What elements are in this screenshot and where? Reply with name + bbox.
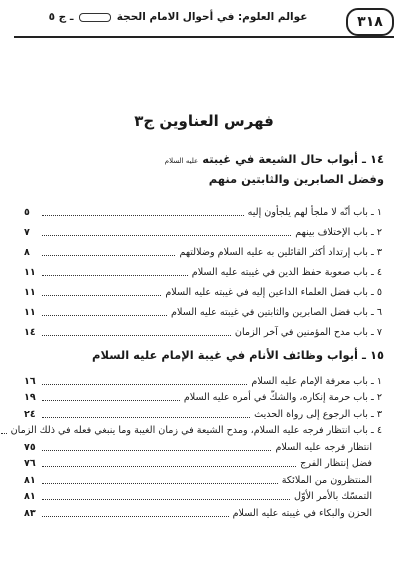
toc-entry-title: المنتظرون من الملائكة [281,474,372,486]
toc-entry-title: ٤ ـ باب صعوبة حفظ الدين في غيبته عليه السلام [191,267,382,278]
toc-entry-title: ١ ـ باب معرفة الإمام عليه السلام [251,375,382,387]
toc-entry-page: ٧٦ [24,458,36,469]
toc-entry [10,420,382,437]
toc-entry [24,278,382,298]
section-14-heading [24,152,384,186]
section-14-title: ١٤ ـ أبواب حال الشيعة في غيبته عليه السلام [164,152,384,166]
leader-dots [42,450,271,451]
toc-entry [24,198,382,218]
toc-entry [24,453,382,470]
leader-dots [42,417,250,418]
section-15-heading [24,348,384,362]
leader-dots [1,433,7,434]
toc-entry-title: ٣ ـ باب إرتداد أكثر القائلين به عليه السلام وضلالتهم [179,247,382,258]
leader-dots [42,483,278,484]
toc-entry-title: ١ ـ باب أنّه لا ملجأ لهم يلجأون إليه [247,207,382,218]
toc-entry-page: ١١ [24,267,36,278]
running-title-text: عوالم العلوم: في أحوال الامام الحجة [116,11,308,23]
toc-entry-page: ٨ [24,247,30,258]
toc-entry-page: ١١ [24,307,36,318]
leader-dots [42,400,180,401]
toc-entry [24,298,382,318]
toc-entry-title: فضل إنتظار الفرج [300,458,372,469]
toc-entry [24,502,382,519]
page-number-badge: ٣١٨ [346,8,394,36]
toc-entry-page: ١١ [24,287,36,298]
section-15-title: ١٥ ـ أبواب وظائف الأنام في غيبة الإمام عليه السلام [92,348,384,362]
section-14-list [24,198,382,338]
toc-entry-title: التمسّك بالأمر الأوّل [293,491,372,502]
section-14-subtitle: وفضل الصابرين والثابتين منهم [208,172,384,186]
leader-dots [42,215,244,216]
toc-entry-page: ٧ [24,227,30,238]
toc-entry-page: ٨١ [24,491,36,502]
toc-entry [24,238,382,258]
toc-entry [24,218,382,238]
toc-entry-title: ٢ ـ باب الإختلاف بينهم [295,227,382,238]
toc-entry [24,469,382,486]
leader-dots [42,384,247,385]
toc-entry-page: ٢٤ [24,408,36,420]
toc-entry [24,486,382,503]
toc-entry-title: انتظار فرجه عليه السلام [275,441,372,453]
toc-entry-title: ٤ ـ باب انتظار فرجه عليه السلام، ومدح الشيعة في زمان الغيبة وما ينبغي فعله في ذلك الزمان [10,425,382,436]
toc-entry-title: الحزن والبكاء في غيبته عليه السلام [232,507,372,519]
toc-entry [24,318,382,338]
toc-entry [24,370,382,387]
toc-entry-title: ٥ ـ باب فضل العلماء الداعين إليه في غيبته عليه السلام [165,287,382,298]
toc-entry-page: ٥ [24,207,30,218]
leader-dots [42,499,290,500]
toc-entry-page: ١٩ [24,392,36,403]
volume-label: ـ ج ٥ [48,11,74,23]
salutation: عليه السلام [164,157,199,165]
toc-entry-page: ٨٣ [24,507,36,519]
toc-entry-page: ١٦ [24,375,36,387]
leader-dots [42,255,175,256]
toc-entry [24,258,382,278]
toc-entry-page: ٧٥ [24,441,36,453]
leader-dots [42,466,296,467]
leader-dots [42,335,231,336]
toc-entry-title: ٧ ـ باب مدح المؤمنين في آخر الزمان [234,327,382,338]
toc-entry-title: ٦ ـ باب فضل الصابرين والثابتين في غيبته عليه السلام [171,307,382,318]
toc-entry [24,403,382,420]
leader-dots [42,315,167,316]
section-15-list [10,370,382,519]
leader-dots [42,275,188,276]
toc-entry [24,436,382,453]
ornament-icon [79,13,111,22]
toc-entry-page: ٨١ [24,474,36,486]
page-title: فهرس العناوين ج٣ [134,112,274,130]
toc-entry [24,387,382,404]
leader-dots [42,516,229,517]
toc-entry-title: ٣ ـ باب الرجوع إلى رواة الحديث [254,408,382,420]
running-title [14,11,342,23]
leader-dots [42,295,161,296]
toc-entry-page: ١٤ [24,327,36,338]
toc-entry-title: ٢ ـ باب حرمة إنكاره، والشكّ في أمره عليه السلام [183,392,382,403]
leader-dots [42,235,291,236]
page-header [14,8,394,38]
